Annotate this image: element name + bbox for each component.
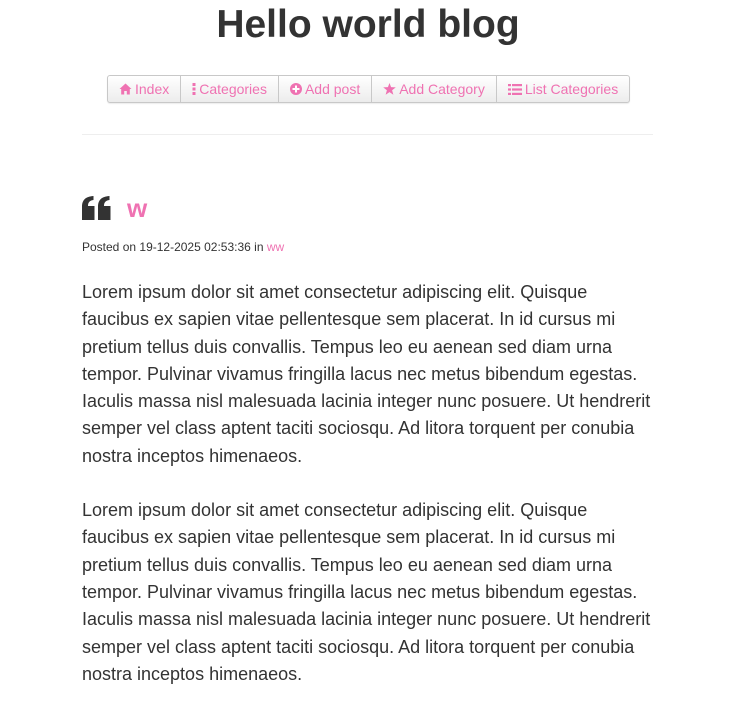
nav-categories-label: Categories bbox=[199, 81, 267, 97]
list-icon bbox=[508, 84, 522, 95]
post-category-link[interactable]: ww bbox=[266, 240, 285, 254]
nav-list-categories-button[interactable] bbox=[496, 76, 629, 102]
post-paragraph: Lorem ipsum dolor sit amet consectetur adipiscing elit. Quisque faucibus ex sapien vitae pellentesque sem placerat. In id cursus mi pretium tellus duis convallis. Tempus leo eu aenean sed diam urna tempor. Pulvinar vivamus fringilla lacus nec metus bibendum egestas. Iaculis massa nisl malesuada lacinia integer nunc posuere. Ut hendrerit semper vel class aptent taciti sociosqu. Ad litora torquent per conubia nostra inceptos himenaeos. bbox=[82, 282, 651, 466]
home-icon bbox=[119, 83, 132, 95]
header-divider bbox=[82, 134, 653, 135]
quote-icon bbox=[82, 196, 111, 220]
nav-add-category-button[interactable] bbox=[371, 76, 496, 102]
nav-index-button[interactable] bbox=[108, 76, 180, 102]
post-title-link[interactable]: w bbox=[127, 193, 148, 223]
nav-index-label: Index bbox=[135, 81, 170, 97]
meta-in: in bbox=[254, 240, 264, 254]
post-date: 19-12-2025 02:53:36 bbox=[139, 240, 251, 254]
nav-list-categories-label: List Categories bbox=[524, 81, 619, 97]
star-icon bbox=[383, 83, 396, 95]
nav-add-post-button[interactable] bbox=[278, 76, 371, 102]
nav-categories-button[interactable] bbox=[180, 76, 278, 102]
plus-circle-icon bbox=[290, 83, 302, 95]
main-nav bbox=[107, 75, 630, 103]
post-body bbox=[82, 279, 654, 715]
blog-title: Hello world blog bbox=[216, 3, 520, 46]
meta-prefix: Posted on bbox=[82, 240, 137, 254]
nav-add-category-label: Add Category bbox=[399, 81, 485, 97]
nav-add-post-label: Add post bbox=[304, 81, 361, 97]
post-header bbox=[82, 193, 147, 223]
vertical-dots-icon bbox=[192, 83, 196, 95]
post-paragraph: Lorem ipsum dolor sit amet consectetur adipiscing elit. Quisque faucibus ex sapien vitae pellentesque sem placerat. In id cursus mi pretium tellus duis convallis. Tempus leo eu aenean sed diam urna tempor. Pulvinar vivamus fringilla lacus nec metus bibendum egestas. Iaculis massa nisl malesuada lacinia integer nunc posuere. Ut hendrerit semper vel class aptent taciti sociosqu. Ad litora torquent per conubia nostra inceptos himenaeos. bbox=[82, 500, 651, 684]
post-meta bbox=[82, 240, 284, 255]
